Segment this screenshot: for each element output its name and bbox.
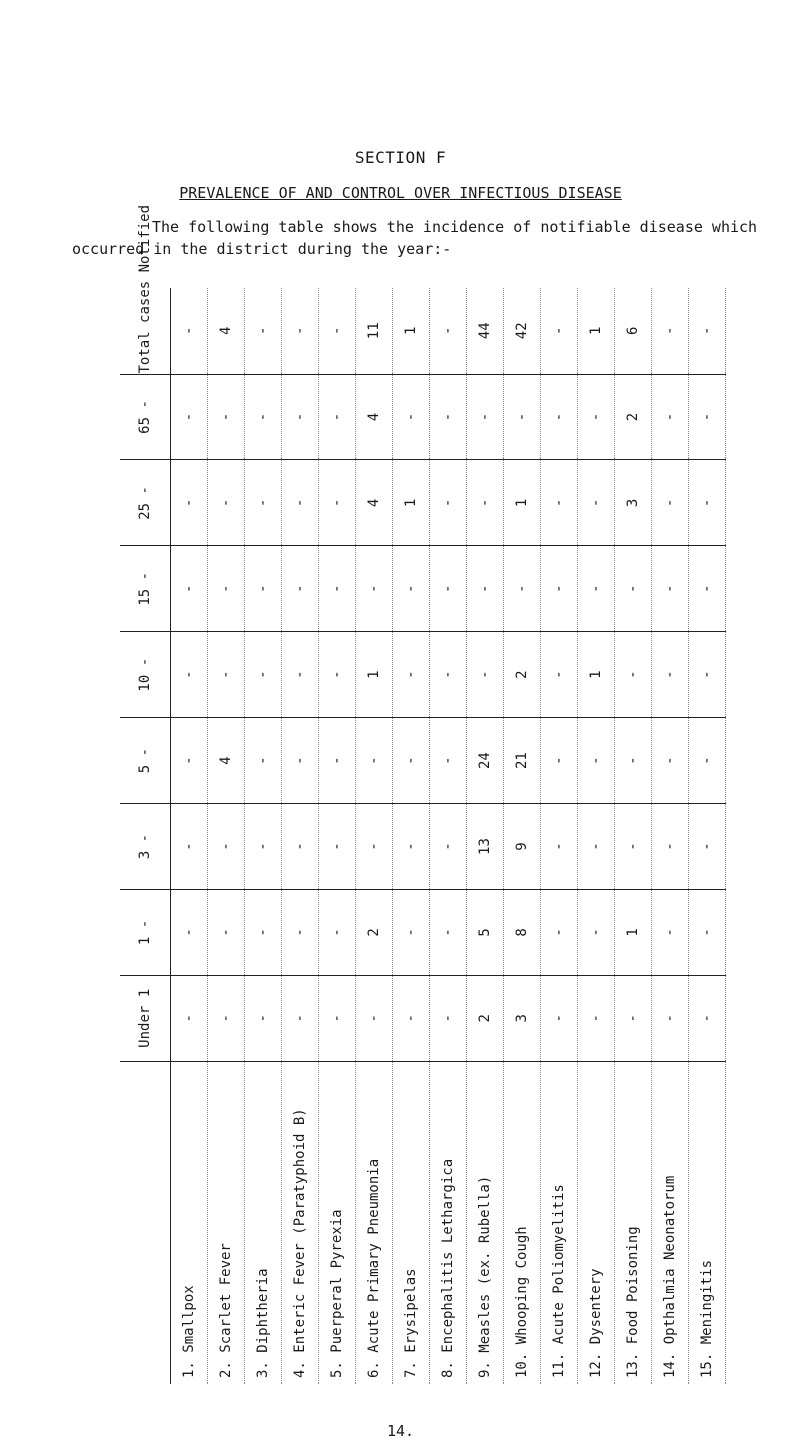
table-cell: - <box>689 460 726 546</box>
column-header: 10 - <box>120 632 171 718</box>
table-cell: - <box>171 975 208 1061</box>
header-disease <box>120 1061 171 1384</box>
table-cell: - <box>356 718 393 804</box>
table-cell: - <box>393 804 430 890</box>
table-cell: - <box>467 632 504 718</box>
column-header: Under 1 <box>120 975 171 1061</box>
table-cell: 4 <box>208 718 245 804</box>
table-cell: - <box>689 804 726 890</box>
table-row <box>467 288 504 1384</box>
table-cell: 3 <box>504 975 541 1061</box>
disease-name: 2. Scarlet Fever <box>208 1061 245 1384</box>
disease-name: 5. Puerperal Pyrexia <box>319 1061 356 1384</box>
table-cell: - <box>282 889 319 975</box>
disease-name: 6. Acute Primary Pneumonia <box>356 1061 393 1384</box>
table-cell: 3 <box>615 460 652 546</box>
table-cell: - <box>430 889 467 975</box>
table-cell: 24 <box>467 718 504 804</box>
table-cell: 1 <box>504 460 541 546</box>
table-cell: 1 <box>356 632 393 718</box>
table-cell: - <box>319 804 356 890</box>
table-row <box>652 288 689 1384</box>
table-cell: - <box>652 804 689 890</box>
table-cell: - <box>467 546 504 632</box>
table-cell: - <box>615 632 652 718</box>
table-row <box>578 288 615 1384</box>
table-cell: - <box>282 975 319 1061</box>
table-cell: - <box>578 889 615 975</box>
table-cell: - <box>578 975 615 1061</box>
table-cell: 4 <box>208 288 245 374</box>
table-cell: - <box>356 546 393 632</box>
table-cell: - <box>615 546 652 632</box>
table-cell: - <box>689 718 726 804</box>
table-cell: - <box>319 889 356 975</box>
table-row <box>356 288 393 1384</box>
table-row <box>393 288 430 1384</box>
table-cell: - <box>208 460 245 546</box>
column-header: 3 - <box>120 804 171 890</box>
disease-name: 11. Acute Poliomyelitis <box>541 1061 578 1384</box>
table-cell: 9 <box>504 804 541 890</box>
intro-line-1: The following table shows the incidence of notifiable disease which <box>152 218 758 236</box>
table-cell: - <box>467 460 504 546</box>
table-cell: - <box>652 288 689 374</box>
table-cell: 2 <box>356 889 393 975</box>
table-cell: - <box>578 460 615 546</box>
page-number: 14. <box>386 1422 415 1440</box>
table-cell: - <box>541 632 578 718</box>
table-row <box>504 288 541 1384</box>
table-cell: - <box>393 374 430 460</box>
table-cell: 2 <box>615 374 652 460</box>
table-cell: - <box>319 288 356 374</box>
table-cell: - <box>208 804 245 890</box>
table-cell: - <box>393 975 430 1061</box>
page-heading: PREVALENCE OF AND CONTROL OVER INFECTIOUS DISEASE <box>179 184 622 202</box>
table-cell: 1 <box>393 288 430 374</box>
table-cell: - <box>430 374 467 460</box>
table-cell: - <box>689 975 726 1061</box>
table-cell: - <box>356 975 393 1061</box>
table-cell: 1 <box>578 632 615 718</box>
table-cell: - <box>652 632 689 718</box>
table-cell: - <box>245 718 282 804</box>
table-cell: - <box>430 975 467 1061</box>
table-cell: - <box>578 718 615 804</box>
table-cell: - <box>430 718 467 804</box>
table-cell: - <box>171 889 208 975</box>
table-cell: - <box>689 374 726 460</box>
column-header: 65 - <box>120 374 171 460</box>
table-row <box>430 288 467 1384</box>
table-cell: - <box>504 374 541 460</box>
table-cell: - <box>245 460 282 546</box>
table-cell: 11 <box>356 288 393 374</box>
table-cell: - <box>245 288 282 374</box>
disease-name: 14. Opthalmia Neonatorum <box>652 1061 689 1384</box>
table-cell: - <box>504 546 541 632</box>
table-cell: - <box>541 975 578 1061</box>
table-cell: - <box>282 288 319 374</box>
table-cell: - <box>208 975 245 1061</box>
table-row <box>319 288 356 1384</box>
section-label: SECTION F <box>354 148 447 167</box>
table-cell: - <box>578 804 615 890</box>
table-cell: 1 <box>615 889 652 975</box>
table-cell: - <box>319 718 356 804</box>
table-cell: - <box>245 374 282 460</box>
table-cell: - <box>171 718 208 804</box>
table-cell: - <box>171 804 208 890</box>
disease-name: 4. Enteric Fever (Paratyphoid B) <box>282 1061 319 1384</box>
table-cell: - <box>171 546 208 632</box>
table-cell: - <box>430 288 467 374</box>
table-cell: - <box>319 975 356 1061</box>
table-cell: - <box>430 632 467 718</box>
intro-text <box>72 216 762 260</box>
table-cell: 21 <box>504 718 541 804</box>
table-cell: - <box>245 975 282 1061</box>
table-cell: - <box>319 546 356 632</box>
table-cell: - <box>319 632 356 718</box>
table-cell: 1 <box>393 460 430 546</box>
table-cell: 8 <box>504 889 541 975</box>
table-cell: - <box>689 546 726 632</box>
table-cell: - <box>652 546 689 632</box>
table-cell: - <box>652 460 689 546</box>
table-row <box>689 288 726 1384</box>
table-row <box>171 288 208 1384</box>
table-cell: - <box>282 546 319 632</box>
column-header: 15 - <box>120 546 171 632</box>
disease-name: 13. Food Poisoning <box>615 1061 652 1384</box>
table-cell: - <box>467 374 504 460</box>
table-cell: 4 <box>356 374 393 460</box>
table-cell: - <box>541 804 578 890</box>
table-cell: - <box>208 374 245 460</box>
table-cell: - <box>652 975 689 1061</box>
table-cell: 6 <box>615 288 652 374</box>
table-cell: - <box>393 546 430 632</box>
table-cell: - <box>578 374 615 460</box>
table-cell: - <box>541 889 578 975</box>
table-cell: - <box>541 718 578 804</box>
table-cell: - <box>689 632 726 718</box>
table-row <box>245 288 282 1384</box>
column-header: 25 - <box>120 460 171 546</box>
column-header: 1 - <box>120 889 171 975</box>
table-cell: - <box>541 460 578 546</box>
table-cell: - <box>430 546 467 632</box>
table-cell: - <box>245 889 282 975</box>
table-cell: - <box>356 804 393 890</box>
disease-name: 12. Dysentery <box>578 1061 615 1384</box>
table-cell: - <box>171 374 208 460</box>
table-cell: - <box>171 460 208 546</box>
table-cell: - <box>208 889 245 975</box>
table-cell: 4 <box>356 460 393 546</box>
table-cell: - <box>282 374 319 460</box>
table-cell: 1 <box>578 288 615 374</box>
table-cell: - <box>652 889 689 975</box>
table-cell: 42 <box>504 288 541 374</box>
table-cell: - <box>393 718 430 804</box>
disease-name: 10. Whooping Cough <box>504 1061 541 1384</box>
table-cell: - <box>245 804 282 890</box>
table-cell: - <box>393 889 430 975</box>
table-cell: - <box>245 632 282 718</box>
table-cell: - <box>689 288 726 374</box>
table-cell: - <box>208 632 245 718</box>
table-header-row <box>120 288 171 1384</box>
table-cell: - <box>541 546 578 632</box>
column-header: 5 - <box>120 718 171 804</box>
table-cell: - <box>430 804 467 890</box>
table-row <box>541 288 578 1384</box>
table-row <box>282 288 319 1384</box>
table-cell: - <box>578 546 615 632</box>
disease-name: 3. Diphtheria <box>245 1061 282 1384</box>
table-cell: - <box>245 546 282 632</box>
table-cell: - <box>541 374 578 460</box>
disease-name: 8. Encephalitis Lethargica <box>430 1061 467 1384</box>
table-cell: - <box>282 460 319 546</box>
table-cell: - <box>282 804 319 890</box>
table-cell: - <box>171 288 208 374</box>
table-cell: - <box>171 632 208 718</box>
disease-name: 1. Smallpox <box>171 1061 208 1384</box>
table-cell: - <box>208 546 245 632</box>
table-cell: - <box>615 804 652 890</box>
table-cell: - <box>615 975 652 1061</box>
table-cell: 13 <box>467 804 504 890</box>
table-cell: 2 <box>467 975 504 1061</box>
table-cell: - <box>652 374 689 460</box>
table-row <box>208 288 245 1384</box>
table-cell: - <box>319 374 356 460</box>
column-header: Total cases Notified <box>120 288 171 374</box>
intro-line-2: occurred in the district during the year:- <box>72 240 452 258</box>
disease-name: 9. Measles (ex. Rubella) <box>467 1061 504 1384</box>
table-cell: 44 <box>467 288 504 374</box>
table-cell: - <box>430 460 467 546</box>
table-cell: - <box>652 718 689 804</box>
table-row <box>615 288 652 1384</box>
table-cell: - <box>615 718 652 804</box>
table-cell: 2 <box>504 632 541 718</box>
table-cell: - <box>282 718 319 804</box>
table-cell: - <box>541 288 578 374</box>
table-cell: - <box>319 460 356 546</box>
table-cell: - <box>393 632 430 718</box>
table-cell: - <box>689 889 726 975</box>
table-cell: 5 <box>467 889 504 975</box>
disease-name: 7. Erysipelas <box>393 1061 430 1384</box>
table-cell: - <box>282 632 319 718</box>
disease-name: 15. Meningitis <box>689 1061 726 1384</box>
